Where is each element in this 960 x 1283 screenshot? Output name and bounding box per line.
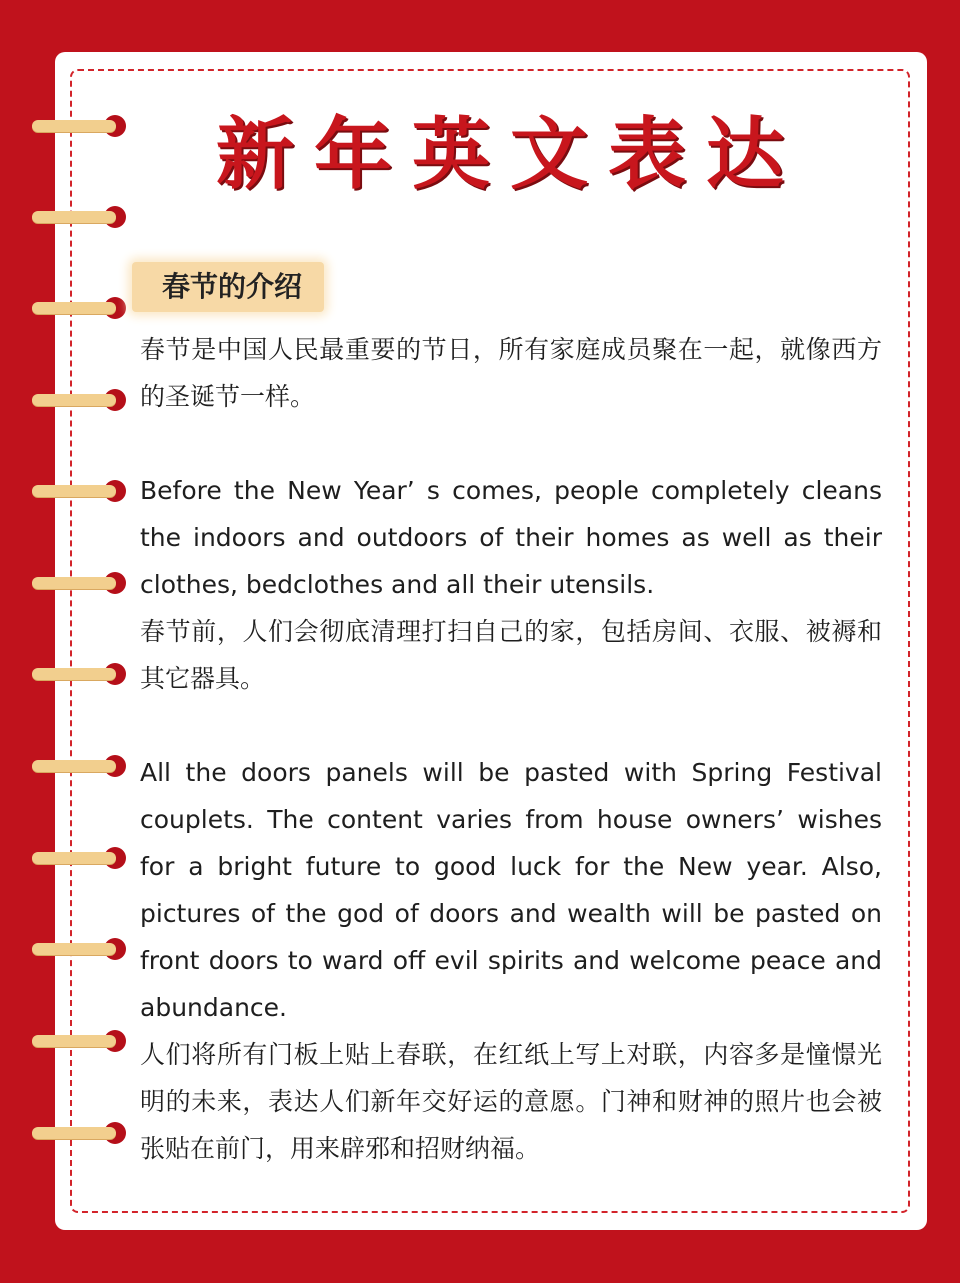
binder-ring-icon <box>32 938 118 960</box>
binder-ring-icon <box>32 755 118 777</box>
paragraph-intro-cn: 春节是中国人民最重要的节日，所有家庭成员聚在一起，就像西方的圣诞节一样。 <box>140 335 882 411</box>
binder-ring-icon <box>32 297 118 319</box>
binder-ring-icon <box>32 480 118 502</box>
binder-ring-icon <box>32 1030 118 1052</box>
page-title: 新年英文表达 <box>215 110 804 200</box>
paragraph-clean-en: Before the New Year’ s comes, people completely cleans the indoors and outdoors of their homes as well as their clothes, bedclothes and all their utensils. <box>140 476 882 599</box>
binder-ring-icon <box>32 206 118 228</box>
binder-ring-icon <box>32 1122 118 1144</box>
paragraph-couplets-cn: 人们将所有门板上贴上春联，在红纸上写上对联，内容多是憧憬光明的未来，表达人们新年交好运的意愿。门神和财神的照片也会被张贴在前门，用来辟邪和招财纳福。 <box>140 1040 882 1163</box>
paragraph-clean-cn: 春节前，人们会彻底清理打扫自己的家，包括房间、衣服、被褥和其它器具。 <box>140 617 882 693</box>
binder-ring-icon <box>32 847 118 869</box>
binder-ring-icon <box>32 663 118 685</box>
article-body <box>140 326 882 1172</box>
binder-ring-icon <box>32 115 118 137</box>
paragraph-couplets-en: All the doors panels will be pasted with Spring Festival couplets. The content varies from house owners’ wishes for a bright future to good luck for the New year. Also, pictures of the god of doors and wealth will be pasted on front doors to ward off evil spirits and welcome peace and abundance. <box>140 758 882 1022</box>
section-tag: 春节的介绍 <box>132 262 324 312</box>
binder-ring-icon <box>32 572 118 594</box>
binder-ring-icon <box>32 389 118 411</box>
